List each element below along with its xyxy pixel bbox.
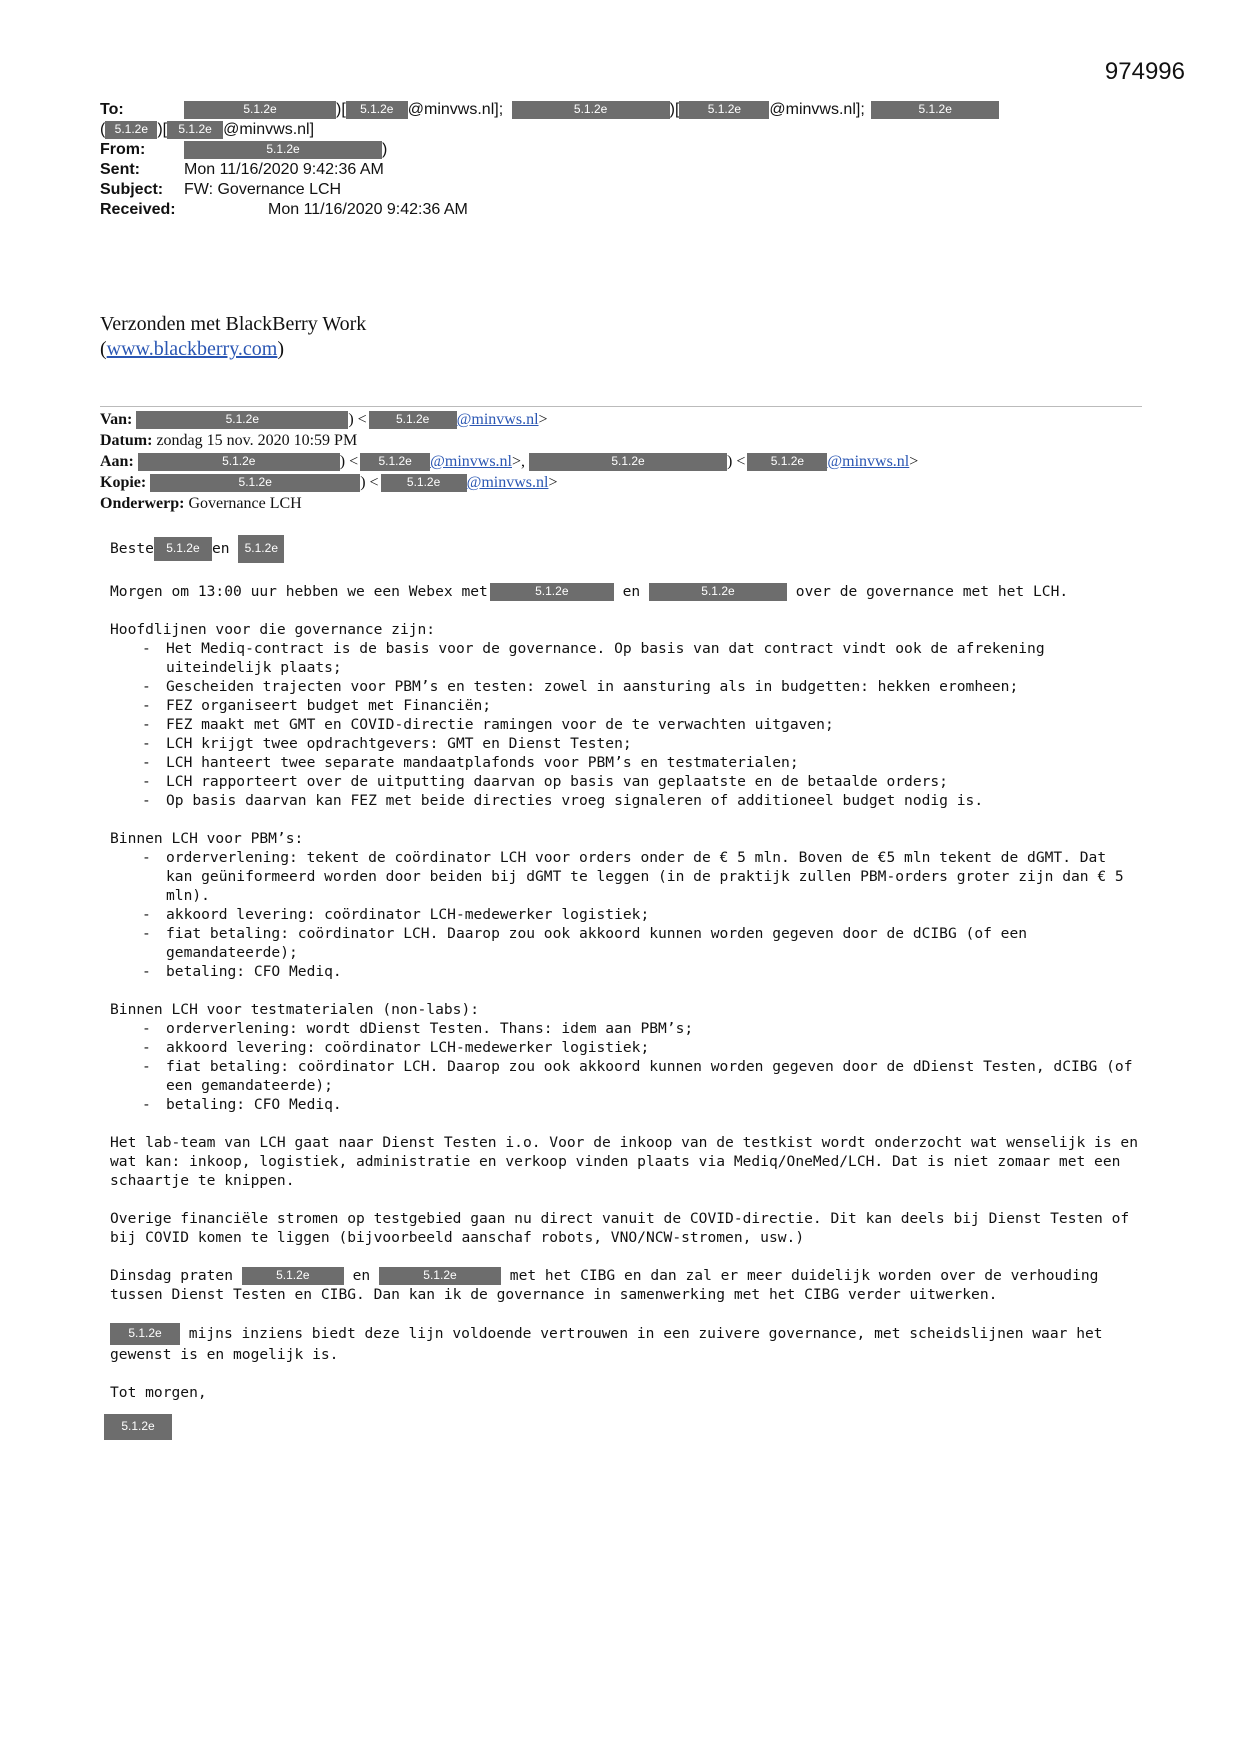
to-domain-1: @minvws.nl]; [407, 101, 504, 118]
aan-row: Aan: 5.1.2e ) < 5.1.2e @minvws.nl>, 5.1.2e ) < 5.1.2e @minvws.nl> [100, 453, 919, 470]
van-email[interactable]: @minvws.nl [456, 411, 539, 428]
redaction: 5.1.2e [649, 583, 787, 601]
closing: Tot morgen, [110, 1384, 207, 1401]
aan-email-2[interactable]: @minvws.nl [827, 453, 910, 470]
hoofdlijnen-title: Hoofdlijnen voor die governance zijn: [110, 621, 436, 638]
list-item: - fiat betaling: coördinator LCH. Daarop zou ook akkoord kunnen worden gegeven door de dDienst Testen, dCIBG (of een gemandateerde); [110, 1057, 1140, 1095]
forwarded-header [100, 409, 918, 514]
redaction: 5.1.2e [360, 453, 430, 471]
list-item: - FEZ organiseert budget met Financiën; [110, 696, 1140, 715]
list-item: - orderverlening: wordt dDienst Testen. Thans: idem aan PBM’s; [110, 1019, 1140, 1038]
list-item: - FEZ maakt met GMT en COVID-directie ramingen voor de te verwachten uitgaven; [110, 715, 1140, 734]
subject-value: FW: Governance LCH [184, 181, 342, 198]
list-item: - LCH hanteert twee separate mandaatplafonds voor PBM’s en testmaterialen; [110, 753, 1140, 772]
datum-row [100, 430, 918, 451]
webex-text-1: Morgen om 13:00 uur hebben we een Webex met [110, 583, 488, 600]
list-item: - LCH krijgt twee opdrachtgevers: GMT en Dienst Testen; [110, 734, 1140, 753]
greeting-and: en [211, 540, 230, 557]
message-body [110, 535, 1140, 1440]
van-row: Van: 5.1.2e ) < 5.1.2e @minvws.nl> [100, 411, 548, 428]
redaction: 5.1.2e [136, 411, 348, 429]
list-item: - fiat betaling: coördinator LCH. Daarop zou ook akkoord kunnen worden gegeven door de dCIBG (of een gemandateerde); [110, 924, 1140, 962]
webex-and: en [622, 583, 641, 600]
to-row-2: ( 5.1.2e )[ 5.1.2e @minvws.nl] [100, 121, 315, 138]
list-item: - akkoord levering: coördinator LCH-medewerker logistiek; [110, 905, 1140, 924]
sent-label: Sent: [100, 161, 140, 178]
redaction: 5.1.2e [747, 453, 827, 471]
dinsdag-paragraph [110, 1266, 1140, 1304]
aan-label: Aan: [100, 453, 134, 470]
document-number: 974996 [1104, 58, 1185, 85]
kopie-email[interactable]: @minvws.nl [466, 474, 549, 491]
greeting [110, 535, 1140, 563]
list-item: - akkoord levering: coördinator LCH-medewerker logistiek; [110, 1038, 1140, 1057]
kopie-label: Kopie: [100, 474, 147, 491]
email-header [100, 100, 999, 220]
redaction: 5.1.2e [104, 1414, 172, 1440]
blackberry-line: Verzonden met BlackBerry Work [100, 313, 367, 335]
sent-value: Mon 11/16/2020 9:42:36 AM [184, 161, 384, 178]
list-item: - Het Mediq-contract is de basis voor de governance. Op basis van dat contract vindt ook de afrekening uiteindelijk plaats; [110, 639, 1140, 677]
dinsdag-text-2: met het CIBG en dan zal er meer duidelijk worden over de verhouding tussen Dienst Testen en CIBG. Dan kan ik de governance in samenwerking met het CIBG verder uitwerken. [110, 1267, 1099, 1303]
blackberry-link[interactable]: www.blackberry.com [106, 338, 278, 360]
list-item: - orderverlening: tekent de coördinator LCH voor orders onder de € 5 mln. Boven de €5 mln tekent de dGMT. Dat kan geüniformeerd worden door beiden bij dGMT te leggen (in de praktijk zullen PBM-orders groter zijn dan € 5 mln). [110, 848, 1140, 905]
webex-paragraph [110, 582, 1140, 601]
received-label: Received: [100, 201, 176, 218]
list-item: - Gescheiden trajecten voor PBM’s en testen: zowel in aansturing als in budgetten: hekken eromheen; [110, 677, 1140, 696]
van-label: Van: [100, 411, 133, 428]
list-item: - betaling: CFO Mediq. [110, 1095, 1140, 1114]
test-list [110, 1019, 1140, 1114]
onderwerp-value: Governance LCH [188, 495, 302, 512]
aan-email-1[interactable]: @minvws.nl [430, 453, 512, 470]
list-item: - LCH rapporteert over de uitputting daarvan op basis van geplaatste en de betaalde orders; [110, 772, 1140, 791]
redaction: 5.1.2e [379, 1267, 501, 1285]
redaction: 5.1.2e [105, 121, 157, 139]
redaction: 5.1.2e [242, 1267, 344, 1285]
redaction: 5.1.2e [154, 537, 212, 561]
redaction: 5.1.2e [871, 101, 999, 119]
dinsdag-and: en [352, 1267, 371, 1284]
signature [110, 1414, 1140, 1440]
blackberry-link-row: (www.blackberry.com) [100, 338, 285, 360]
redaction: 5.1.2e [369, 411, 457, 429]
redaction: 5.1.2e [184, 101, 336, 119]
from-tail: ) [382, 141, 388, 158]
blackberry-signature [100, 312, 366, 362]
subject-row [100, 180, 999, 200]
redaction: 5.1.2e [167, 121, 223, 139]
overige-paragraph: Overige financiële stromen op testgebied gaan nu direct vanuit de COVID-directie. Dit kan deels bij Dienst Testen of bij COVID komen te liggen (bijvoorbeeld aanschaf robots, VNO/NCW-stromen, usw.) [110, 1210, 1130, 1246]
greeting-start: Beste [110, 540, 154, 557]
redaction: 5.1.2e [110, 1323, 180, 1345]
dinsdag-text-1: Dinsdag praten [110, 1267, 234, 1284]
to-row: To: 5.1.2e )[ 5.1.2e @minvws.nl]; 5.1.2e )[ 5.1.2e @minvws.nl]; 5.1.2e [100, 100, 999, 120]
received-row [100, 200, 999, 220]
pbm-list [110, 848, 1140, 981]
datum-label: Datum: [100, 432, 153, 449]
redaction: 5.1.2e [184, 141, 382, 159]
subject-label: Subject: [100, 181, 164, 198]
redaction: 5.1.2e [529, 453, 727, 471]
list-item: - Op basis daarvan kan FEZ met beide directies vroeg signaleren of additioneel budget nodig is. [110, 791, 1140, 810]
to-domain-3: @minvws.nl] [223, 121, 315, 138]
webex-text-2: over de governance met het LCH. [795, 583, 1069, 600]
onderwerp-label: Onderwerp: [100, 495, 185, 512]
redaction: 5.1.2e [238, 535, 284, 563]
hoofdlijnen-list [110, 639, 1140, 810]
mijns-text: mijns inziens biedt deze lijn voldoende vertrouwen in een zuivere governance, met scheidslijnen waar het gewenst is en mogelijk is. [110, 1325, 1103, 1363]
redaction: 5.1.2e [381, 474, 467, 492]
redaction: 5.1.2e [150, 474, 360, 492]
to-label: To: [100, 101, 124, 118]
redaction: 5.1.2e [490, 583, 614, 601]
list-item: - betaling: CFO Mediq. [110, 962, 1140, 981]
mijns-paragraph [110, 1323, 1140, 1364]
divider [100, 406, 1142, 407]
datum-value: zondag 15 nov. 2020 10:59 PM [156, 432, 358, 449]
to-domain-2: @minvws.nl]; [769, 101, 865, 118]
redaction: 5.1.2e [138, 453, 340, 471]
redaction: 5.1.2e [346, 101, 408, 119]
from-row [100, 140, 999, 160]
from-label: From: [100, 141, 146, 158]
test-title: Binnen LCH voor testmaterialen (non-labs): [110, 1001, 480, 1018]
lab-paragraph: Het lab-team van LCH gaat naar Dienst Testen i.o. Voor de inkoop van de testkist wordt onderzocht wat wenselijk is en wat kan: inkoop, logistiek, administratie en verkoop vinden plaats via Mediq/OneMed/LCH. Dat is niet zomaar met een schaartje te knippen. [110, 1134, 1138, 1189]
kopie-row: Kopie: 5.1.2e ) < 5.1.2e @minvws.nl> [100, 474, 558, 491]
sent-row [100, 160, 999, 180]
redaction: 5.1.2e [679, 101, 769, 119]
redaction: 5.1.2e [512, 101, 670, 119]
onderwerp-row [100, 493, 918, 514]
received-value: Mon 11/16/2020 9:42:36 AM [268, 201, 468, 218]
pbm-title: Binnen LCH voor PBM’s: [110, 830, 304, 847]
